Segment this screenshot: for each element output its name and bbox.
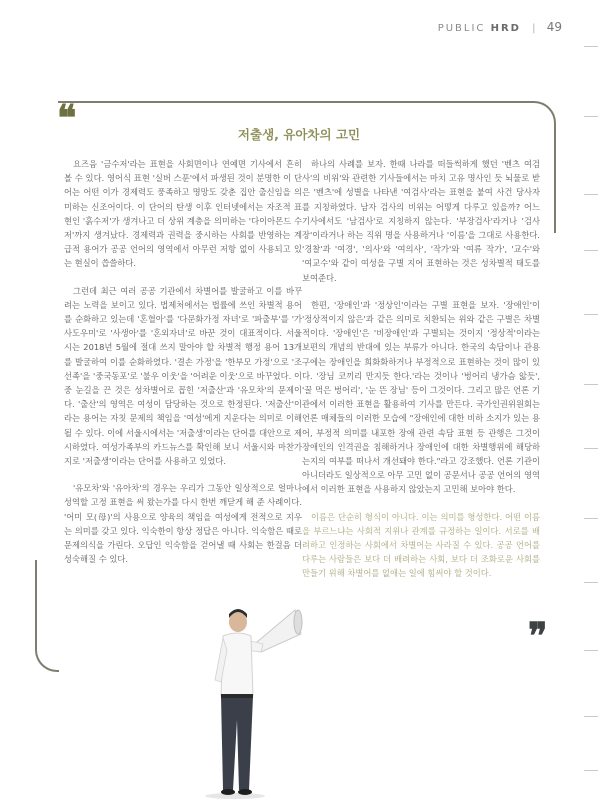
brand-public: PUBLIC	[437, 23, 486, 34]
margin-tick	[584, 650, 598, 651]
page-header	[438, 20, 562, 34]
paragraph: 한편, '장애인'과 '정상인'이라는 구별 표현을 보자. '장애인'이 '정상적이지 않은'과 같은 의미로 치환되는 위와 같은 구별은 차별적이다. '장애인'은 '비장애인'과 구별되는 것이지 '정상적'이라는 보편의 개념의 반대에 있는 부류가 아니다. 한국의 속담이나 관용구에는 장애인을 희화화하거나 부정적으로 표현하는 것이 많이 있다. '장님 코끼리 만지듯 한다.'라는 것이나 '벙어리 냉가슴 앓듯', '꿀 먹은 벙어리', '눈 뜬 장님' 등이 그것이다. 그리고 많은 언론 기관에서 이러한 표현을 활용하여 기사를 만든다. 국가인권위원회는 언론 매체들의 이러한 모습에 "장애인에 대한 비하 소지가 있는 용어, 부정적 의미를 내포한 장애 관련 속담 표현 등 관행은 그것이 장애인의 인격권을 침해하거나 장애인에 대한 차별행위에 해당하는지의 여부를 떠나서 개선돼야 한다."라고 강조했다. 언론 기관이 아니더라도 일상적으로 아무 고민 없이 공문서나 공공 언어의 영역에서 이러한 표현을 사용하지 않았는지 고민해 보아야 한다.	[302, 299, 540, 495]
paragraph: 그런데 최근 여러 공공 기관에서 차별어를 발굴하고 이를 바꾸려는 노력을 보이고 있다. 법제처에서는 법률에 쓰인 차별적 용어를 순화하고 있는데 '혼혈아'를 '다문화가정 자녀'로 '파출부'를 '가사도우미'로 '사생아'를 '혼외자녀'로 바꾼 것이 대표적이다. 서울시는 2018년 5월에 절대 쓰지 말아야 할 차별적 행정 용어 13개를 발굴하여 이를 순화하였다. '결손 가정'을 '한부모 가정'으로 '조선족'을 '중국동포'로 '불우 이웃'을 '어려운 이웃'으로 바꾸었다. 이중 눈길을 끈 것은 성차별어로 꼽힌 '저출산'과 '유모차'의 문제이다. '출산'의 영역은 여성이 담당하는 것으로 한정된다. '저출산'이라는 용어는 자칫 문제의 책임을 '여성'에게 지운다는 의미로 이해될 수 있다. 이에 서울시에서는 '저출생'이라는 단어를 대안으로 제시하였다. 여성가족부의 카드뉴스를 확인해 보니 서울시와 마찬가지로 '저출생'이라는 단어를 사용하고 있었다.	[64, 285, 302, 467]
close-quote-icon: ❞	[528, 615, 548, 657]
page-number: 49	[546, 20, 562, 34]
margin-tick	[584, 314, 598, 315]
brand-hrd: HRD	[490, 23, 521, 34]
margin-tick	[584, 46, 598, 47]
frame-bottom-left-border	[35, 560, 59, 672]
man-with-megaphone-illustration	[205, 600, 315, 800]
open-quote-icon: ❝	[57, 97, 77, 139]
margin-tick	[584, 716, 598, 717]
margin-tick	[584, 448, 598, 449]
margin-tick	[584, 384, 598, 385]
margin-tick	[584, 770, 598, 771]
closing-paragraph: 이름은 단순히 형식이 아니다. 이는 의미를 형성한다. 어떤 이름을 부르느냐는 사회적 지위나 관계를 규정하는 일이다. 서로를 배려하고 인정하는 사회에서 차별어는 사라질 수 있다. 공공 언어를 다루는 사람들은 보다 더 배려하는 사회, 보다 더 조화로운 사회를 만들기 위해 차별어를 없애는 일에 힘써야 할 것이다.	[302, 511, 540, 579]
margin-tick	[584, 582, 598, 583]
margin-tick	[584, 518, 598, 519]
left-column	[64, 157, 302, 579]
margin-tick	[584, 116, 598, 117]
right-column	[302, 157, 540, 594]
trousers	[221, 696, 253, 790]
margin-tick	[584, 250, 598, 251]
header-separator: |	[532, 23, 536, 34]
margin-tick	[584, 194, 598, 195]
article-title: 저출생, 유아차의 고민	[237, 127, 361, 142]
paragraph: 하나의 사례를 보자. 한때 나라를 떠들썩하게 했던 '벤츠 여검사'의 비위'와 관련한 기사들에서는 마치 고유 명사인 듯 뇌물로 받은 '벤츠'에 성별을 나타낸 '여검사'라는 표현을 붙여 사건 당사자를 지칭하였다. 남자 검사의 비위는 어떻게 다루고 있을까? 어느 기사에서도 '남검사'로 지칭하지 않는다. '부장검사'라거나 '검사장'이라거나 하는 직위 명을 사용하거나 '이름'을 그대로 사용한다. '경찰'과 '여경', '의사'와 '여의사', '작가'와 '여류 작가', '교수'와 '여교수'와 같이 여성을 구별 지어 표현하는 것은 성차별적 태도를 보여준다.	[302, 159, 540, 283]
paragraph: 요즈음 '금수저'라는 표현을 사회면이나 연예면 기사에서 흔히 볼 수 있다. 영어식 표현 '실버 스푼'에서 파생된 것이 분명한 이 단어는 어떤 이가 경제력도 풍족하고 명망도 갖춘 집안 출신임을 의미하는 신조어이다. 이 단어의 탄생 이후 인터넷에서는 자조적 표현인 '흙수저'가 생겨나고 더 상위 계층을 의미하는 '다이아몬드 수저'까지 생겨났다. 경제력과 권력을 중시하는 사회를 반영하는 계급적 용어가 공공 언어의 영역에서 아무런 저항 없이 사용되고 있는 현실이 씁쓸하다.	[64, 159, 302, 269]
figure-shadow	[205, 793, 265, 799]
shirt	[221, 633, 253, 696]
head	[229, 612, 247, 632]
paragraph: '유모차'와 '유아차'의 경우는 우리가 그동안 일상적으로 얼마나 성역할 고정 표현을 써 왔는가를 다시 한번 깨닫게 해 준 사례이다. '어미 모(母)'의 사용으로 양육의 책임을 여성에게 전적으로 지우는 의미를 갖고 있다. 익숙한이 항상 정답은 아니다. 익숙함은 때로 문제의식을 가린다. 오답인 익숙함을 걷어낼 때 사회는 한걸음 더 성숙해질 수 있다.	[64, 483, 302, 565]
